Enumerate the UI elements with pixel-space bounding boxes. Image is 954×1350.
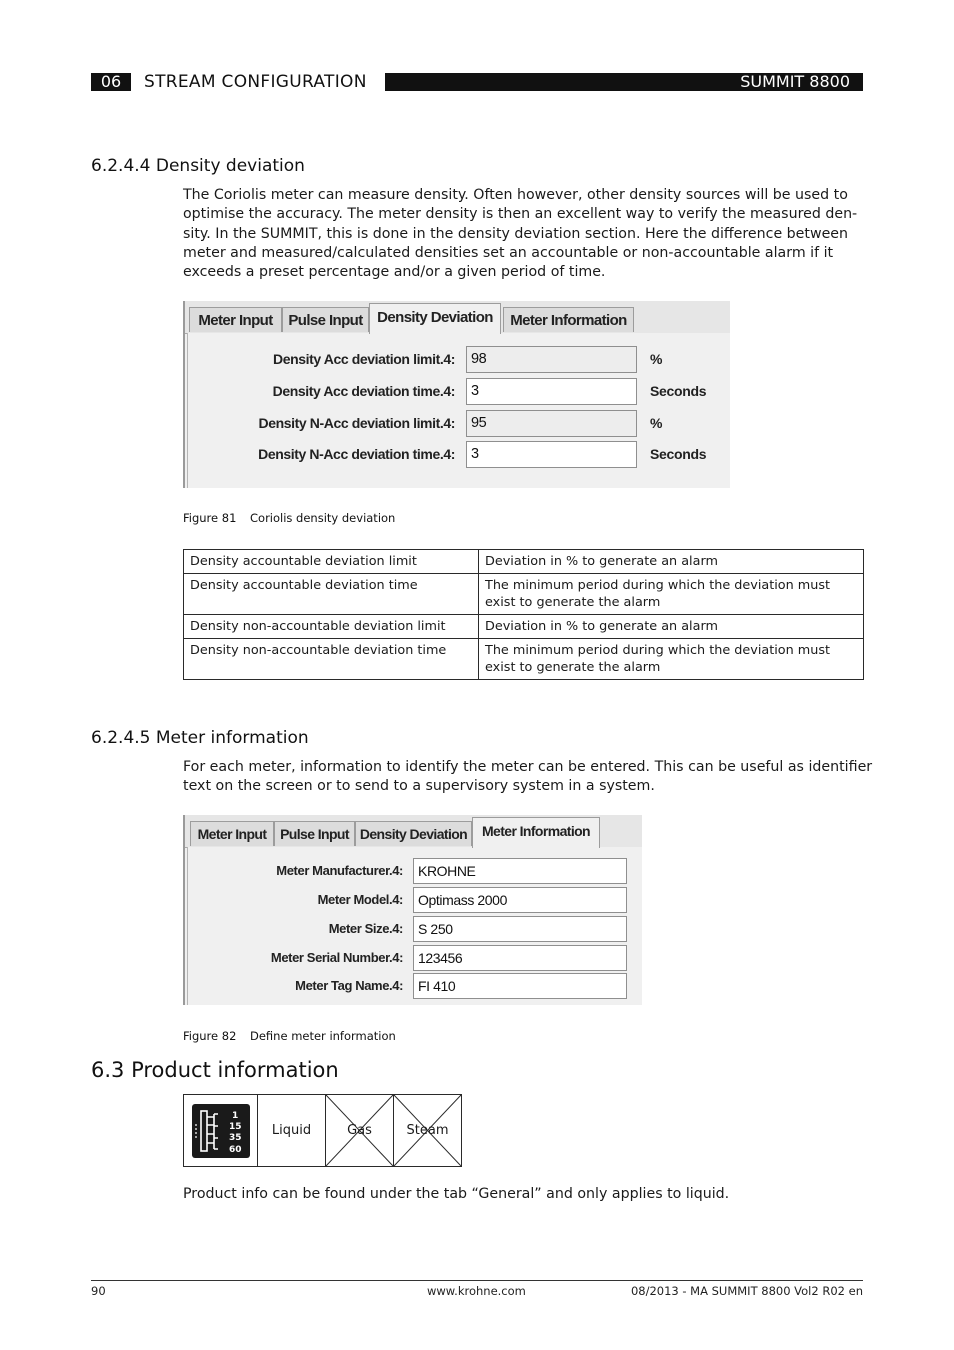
- tab-pulse-input[interactable]: Pulse Input: [274, 821, 355, 846]
- meter-serial-number-input[interactable]: 123456: [413, 945, 627, 971]
- description-cell: [479, 615, 864, 639]
- field-label: Meter Model.4:: [317, 892, 403, 907]
- density-acc-limit-input[interactable]: 98: [466, 346, 637, 373]
- description-line: Deviation in % to generate an alarm: [485, 554, 718, 569]
- page-number: 90: [91, 1284, 106, 1298]
- meter-tag-name-input[interactable]: FI 410: [413, 973, 627, 999]
- product-steam-cell: [393, 1095, 461, 1166]
- paragraph-line: text on the screen or to send to a supervisory system in a system.: [183, 778, 655, 795]
- density-nacc-time-input[interactable]: 3: [466, 441, 637, 468]
- icon-label: 15: [229, 1122, 242, 1132]
- paragraph-line: exceeds a preset percentage and/or a given period of time.: [183, 264, 606, 281]
- meter-manufacturer-input[interactable]: KROHNE: [413, 858, 627, 884]
- density-paragraph: [183, 186, 857, 282]
- paragraph-line: sity. In the SUMMIT, this is done in the density deviation section. Here the difference between: [183, 225, 849, 242]
- field-unit: Seconds: [650, 383, 707, 399]
- field-label: Meter Tag Name.4:: [295, 978, 403, 993]
- product-applicability-table: [183, 1094, 462, 1167]
- definitions-table: [183, 549, 864, 680]
- icon-label: 60: [229, 1145, 242, 1155]
- chapter-number: 06: [91, 73, 131, 91]
- product-gas-cell: [325, 1095, 393, 1166]
- meter-paragraph: [183, 758, 872, 797]
- field-label: Density Acc deviation limit.4:: [273, 351, 455, 367]
- tab-pulse-input[interactable]: Pulse Input: [282, 307, 369, 332]
- density-acc-time-input[interactable]: 3: [466, 378, 637, 405]
- table-row: [184, 639, 864, 680]
- term-cell: Density non-accountable deviation time: [184, 639, 479, 680]
- field-label: Density Acc deviation time.4:: [272, 383, 455, 399]
- tab-meter-input[interactable]: Meter Input: [190, 821, 274, 846]
- description-line: The minimum period during which the deviation must: [485, 643, 831, 658]
- field-label: Meter Serial Number.4:: [270, 950, 403, 965]
- meter-size-input[interactable]: S 250: [413, 916, 627, 942]
- figure-81-caption: [183, 511, 395, 525]
- footer-rule: [91, 1280, 863, 1281]
- field-label: Density N-Acc deviation time.4:: [258, 446, 455, 462]
- density-deviation-screenshot: [183, 301, 730, 488]
- footer-document-reference: 08/2013 - MA SUMMIT 8800 Vol2 R02 en: [630, 1284, 863, 1298]
- product-gas-label: Gas: [347, 1123, 372, 1138]
- description-line: The minimum period during which the deviation must: [485, 578, 831, 593]
- table-row: [184, 615, 864, 639]
- stream-selector-icon-cell: [184, 1095, 257, 1166]
- tab-meter-input[interactable]: Meter Input: [189, 307, 282, 332]
- meter-information-screenshot: [183, 815, 642, 1005]
- field-unit: Seconds: [650, 446, 707, 462]
- caption-text: Define meter information: [250, 1029, 396, 1043]
- tab-density-deviation[interactable]: Density Deviation: [369, 303, 501, 334]
- section-heading-density-deviation: 6.2.4.4 Density deviation: [91, 156, 305, 176]
- figure-82-caption: [183, 1029, 396, 1043]
- field-label: Meter Size.4:: [328, 921, 403, 936]
- tab-meter-information[interactable]: Meter Information: [503, 307, 634, 332]
- term-cell: Density accountable deviation time: [184, 574, 479, 615]
- tab-bar: [185, 301, 730, 334]
- field-label: Meter Manufacturer.4:: [276, 863, 403, 878]
- product-liquid-cell: Liquid: [257, 1095, 325, 1166]
- table-row: [184, 574, 864, 615]
- section-heading-product-information: 6.3 Product information: [91, 1058, 339, 1082]
- tab-meter-information[interactable]: Meter Information: [472, 817, 600, 848]
- field-unit: %: [650, 415, 663, 431]
- description-line: exist to generate the alarm: [485, 595, 661, 610]
- description-cell: [479, 639, 864, 680]
- description-cell: [479, 574, 864, 615]
- table-row: [184, 550, 864, 574]
- product-steam-label: Steam: [406, 1123, 449, 1138]
- chapter-title: STREAM CONFIGURATION: [144, 72, 367, 92]
- footer-website[interactable]: www.krohne.com: [427, 1284, 526, 1298]
- paragraph-line: meter and measured/calculated densities set an accountable or non-accountable alarm if it: [183, 244, 834, 261]
- caption-text: Coriolis density deviation: [250, 511, 396, 525]
- product-name: SUMMIT 8800: [740, 72, 850, 91]
- tab-bar: [185, 815, 642, 848]
- tab-density-deviation[interactable]: Density Deviation: [355, 821, 472, 846]
- description-line: Deviation in % to generate an alarm: [485, 619, 718, 634]
- product-note: Product info can be found under the tab “General” and only applies to liquid.: [183, 1186, 730, 1202]
- paragraph-line: For each meter, information to identify the meter can be entered. This can be useful as identifier: [183, 759, 873, 775]
- icon-label: 35: [229, 1133, 242, 1143]
- paragraph-line: optimise the accuracy. The meter density is then an excellent way to verify the measured den-: [183, 206, 858, 223]
- field-label: Density N-Acc deviation limit.4:: [258, 415, 455, 431]
- icon-label: 1: [232, 1111, 239, 1121]
- stream-selector-icon: [192, 1104, 250, 1158]
- term-cell: Density accountable deviation limit: [184, 550, 479, 574]
- caption-number: Figure 81: [183, 511, 237, 525]
- density-nacc-limit-input[interactable]: 95: [466, 410, 637, 437]
- caption-number: Figure 82: [183, 1029, 237, 1043]
- paragraph-line: The Coriolis meter can measure density. Often however, other density sources will be used to: [183, 187, 848, 203]
- term-cell: Density non-accountable deviation limit: [184, 615, 479, 639]
- field-unit: %: [650, 351, 663, 367]
- meter-model-input[interactable]: Optimass 2000: [413, 887, 627, 913]
- description-line: exist to generate the alarm: [485, 660, 661, 675]
- section-heading-meter-information: 6.2.4.5 Meter information: [91, 728, 309, 748]
- description-cell: [479, 550, 864, 574]
